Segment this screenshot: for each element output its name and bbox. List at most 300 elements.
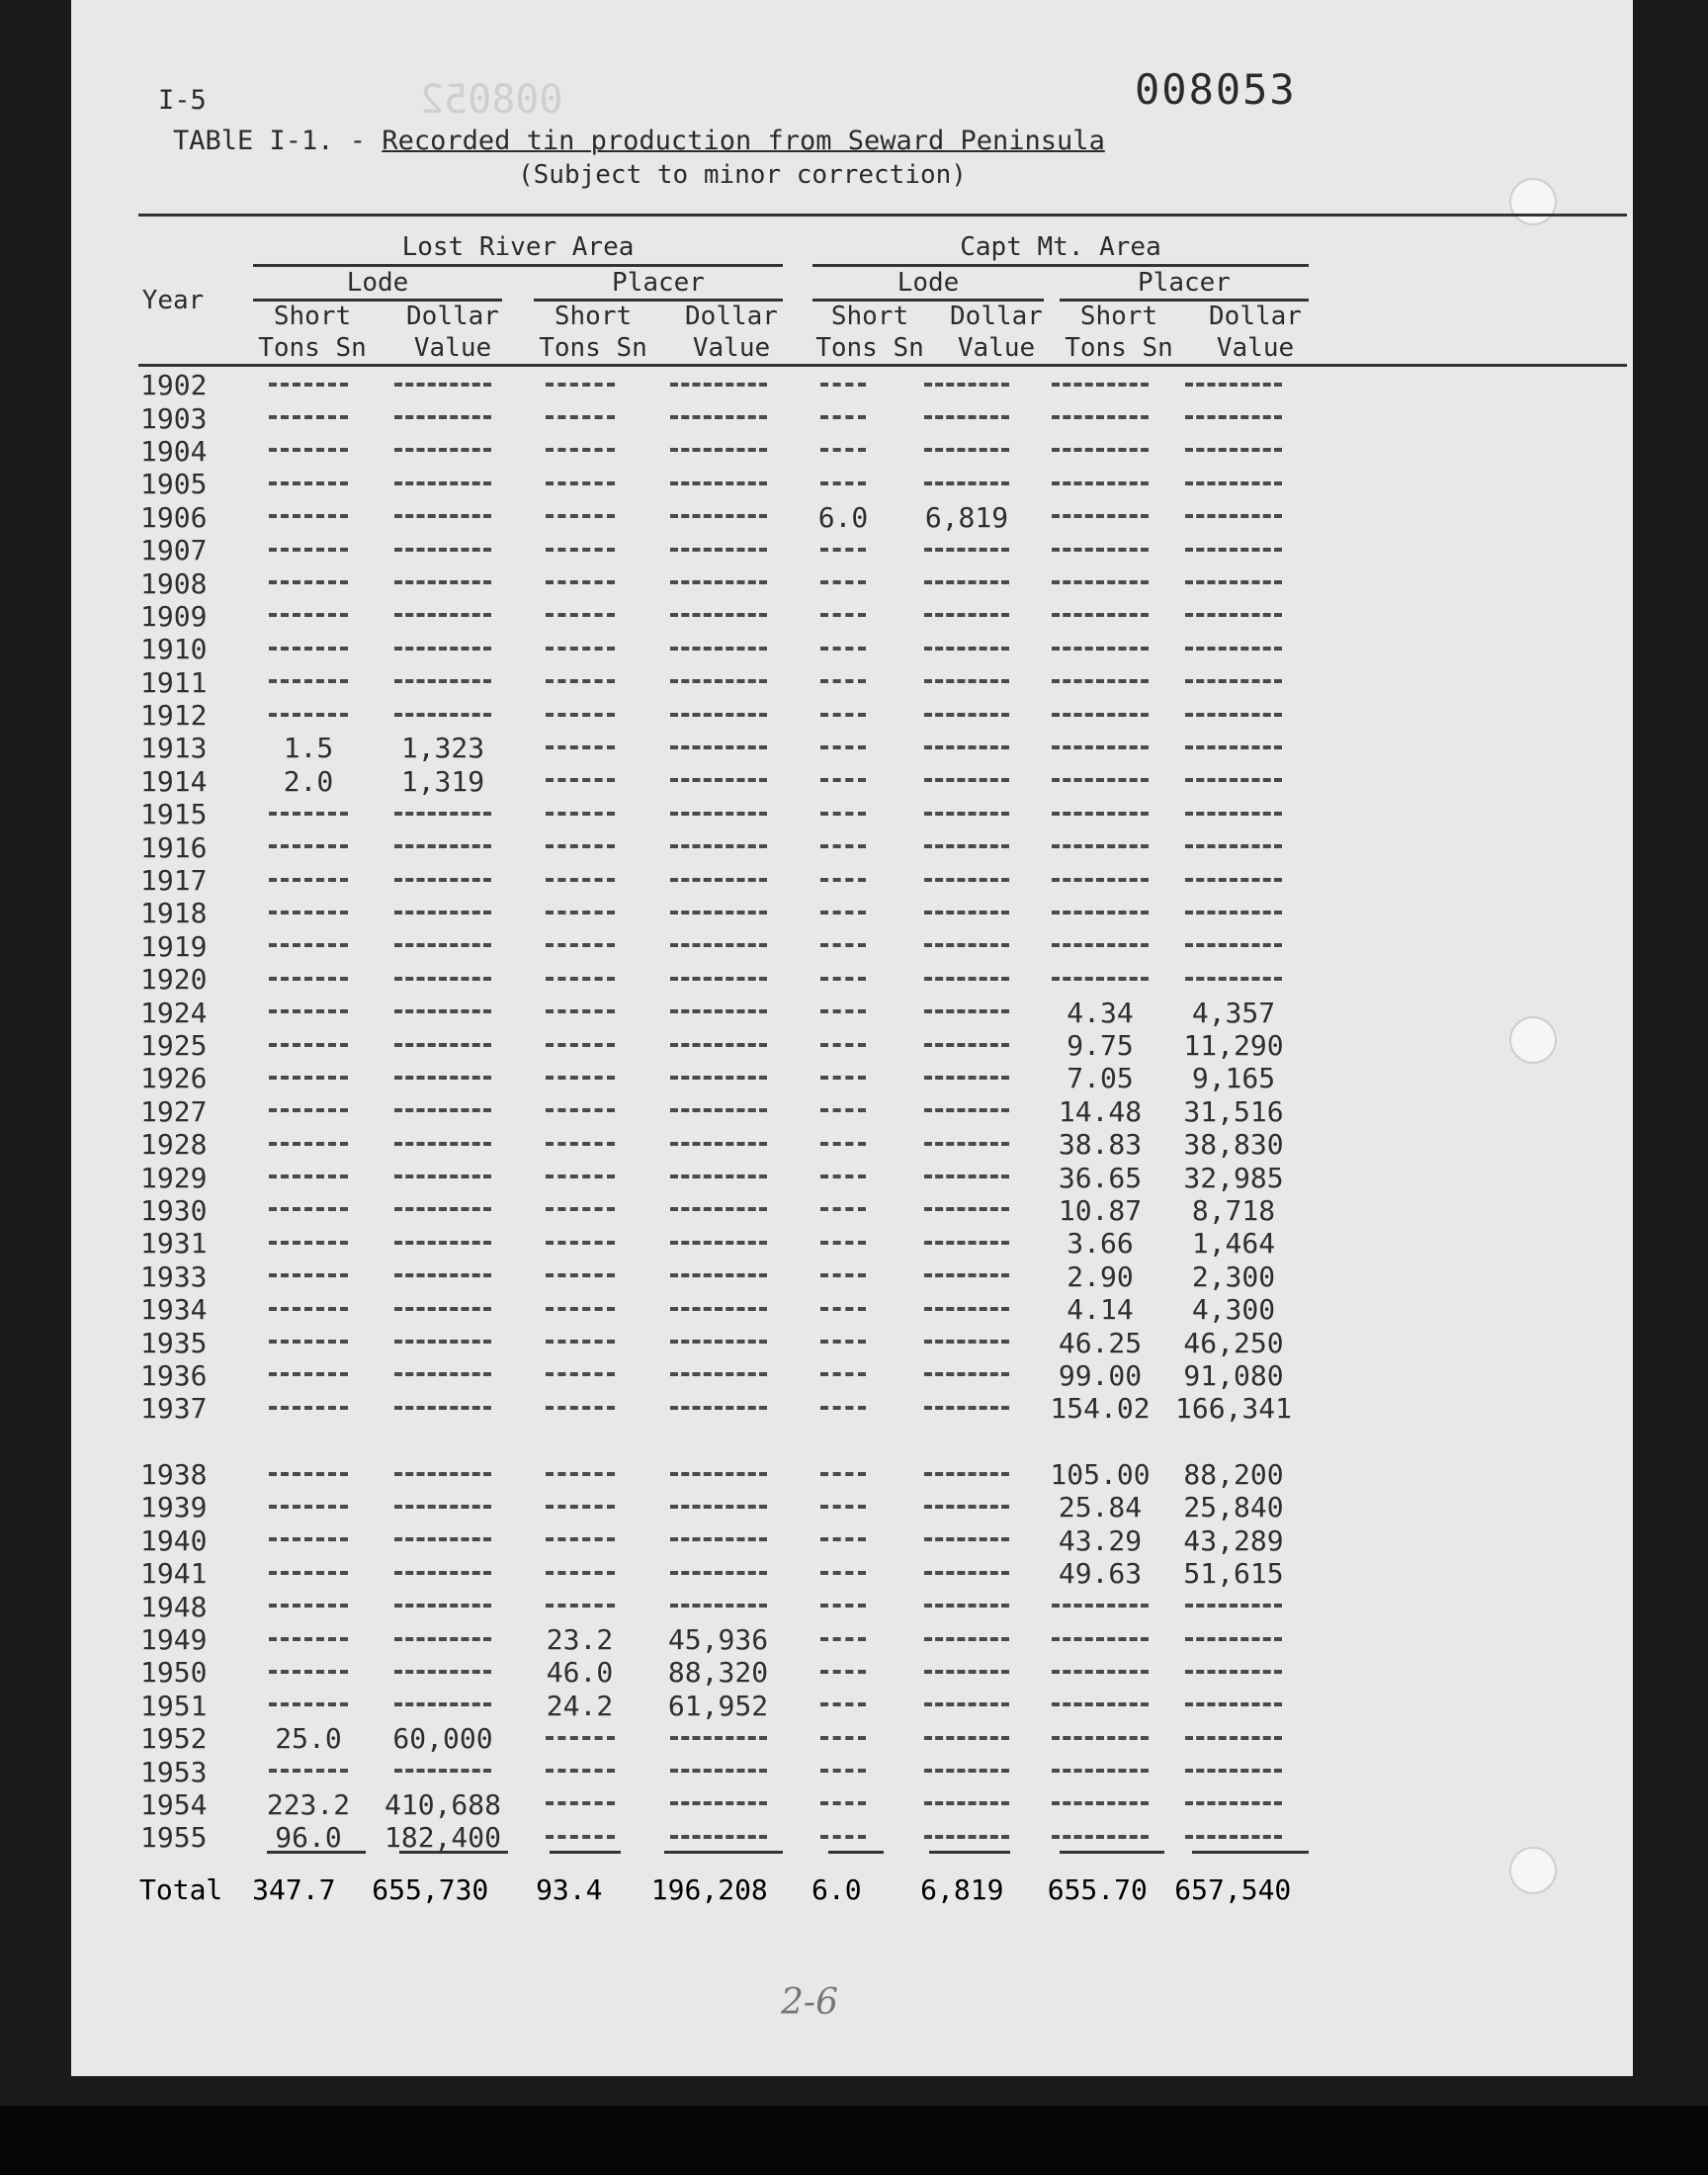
dash-placeholder [1052, 778, 1149, 787]
year-cell: 1934 [140, 1293, 208, 1327]
empty-cell [239, 666, 378, 699]
empty-cell [785, 600, 901, 633]
binder-hole-top [1509, 178, 1557, 225]
empty-cell [785, 369, 901, 401]
value-cell: 43,289 [1183, 1523, 1284, 1557]
empty-cell [508, 468, 651, 500]
empty-cell [1168, 1821, 1299, 1854]
empty-cell [651, 534, 785, 566]
empty-cell [785, 1590, 901, 1622]
value-cell: 2.0 [283, 764, 334, 798]
dash-placeholder [924, 943, 1009, 952]
dash-placeholder [670, 1142, 767, 1151]
empty-cell [651, 666, 785, 699]
dash-placeholder [924, 1472, 1009, 1481]
dash-placeholder [1052, 878, 1149, 887]
dash-placeholder [820, 1604, 866, 1612]
empty-cell [239, 699, 378, 732]
dash-placeholder [394, 1702, 491, 1711]
table-row [138, 435, 1299, 468]
empty-cell [901, 765, 1032, 798]
year-cell: 1935 [140, 1326, 208, 1359]
year-cell: 1931 [140, 1227, 208, 1261]
empty-cell [651, 468, 785, 500]
empty-cell [901, 566, 1032, 599]
value-cell: 166,341 [1174, 1392, 1292, 1426]
empty-cell [378, 1326, 508, 1358]
dash-placeholder [546, 943, 615, 952]
dash-placeholder [394, 1537, 491, 1546]
table-row [138, 1128, 1299, 1161]
empty-cell [239, 1557, 378, 1590]
year-cell: 1914 [140, 764, 208, 798]
table-row [138, 1458, 1299, 1491]
table-row [138, 765, 1299, 798]
value-cell [785, 1426, 901, 1458]
empty-cell [378, 1590, 508, 1622]
empty-cell [378, 401, 508, 434]
value-cell [1032, 1426, 1168, 1458]
empty-cell [378, 600, 508, 633]
value-cell: 24.2 [546, 1689, 614, 1722]
totals-rule-4 [664, 1851, 783, 1854]
empty-cell [378, 633, 508, 665]
value-cell: 46,250 [1183, 1326, 1284, 1359]
dash-placeholder [269, 1307, 348, 1316]
dash-placeholder [1185, 1769, 1282, 1778]
dash-placeholder [546, 647, 615, 655]
page-label: I-5 [158, 85, 207, 116]
dash-placeholder [546, 481, 615, 490]
dash-placeholder [546, 1043, 615, 1052]
empty-cell [901, 864, 1032, 897]
header-lost-river: Lost River Area [401, 232, 635, 262]
empty-cell [901, 468, 1032, 500]
empty-cell [508, 534, 651, 566]
empty-cell [785, 1392, 901, 1425]
value-cell: 38.83 [1058, 1128, 1143, 1162]
dash-placeholder [924, 548, 1009, 557]
dash-placeholder [269, 1604, 348, 1612]
dash-placeholder [1052, 1670, 1149, 1679]
table-row [138, 1656, 1299, 1689]
empty-cell [239, 798, 378, 830]
subheader-short-tons-1 [253, 301, 372, 364]
year-cell: 1917 [140, 864, 208, 898]
value-cell: 25,840 [1183, 1491, 1284, 1524]
dash-placeholder [269, 1769, 348, 1778]
empty-cell [901, 435, 1032, 468]
dash-placeholder [546, 745, 615, 754]
empty-cell [901, 699, 1032, 732]
value-cell: 46.0 [546, 1656, 614, 1690]
dash-placeholder [1185, 844, 1282, 853]
empty-cell [239, 1128, 378, 1161]
subheader-short: Short [273, 302, 352, 331]
value-cell: 25.84 [1058, 1491, 1143, 1524]
dash-placeholder [1052, 580, 1149, 589]
empty-cell [508, 1095, 651, 1128]
empty-cell [378, 1128, 508, 1161]
empty-cell [1032, 501, 1168, 534]
dash-placeholder [670, 1076, 767, 1085]
empty-cell [651, 1491, 785, 1523]
empty-cell [508, 401, 651, 434]
dash-placeholder [670, 1505, 767, 1514]
dash-placeholder [924, 1769, 1009, 1778]
dash-placeholder [670, 1273, 767, 1282]
dash-placeholder [924, 1406, 1009, 1415]
dash-placeholder [670, 1307, 767, 1316]
empty-cell [508, 566, 651, 599]
empty-cell [901, 666, 1032, 699]
year-cell: 1949 [140, 1623, 208, 1657]
dash-placeholder [670, 1340, 767, 1348]
dash-placeholder [546, 812, 615, 821]
empty-cell [651, 1128, 785, 1161]
dash-placeholder [1052, 1702, 1149, 1711]
empty-cell [785, 765, 901, 798]
value-cell: 9.75 [1067, 1029, 1134, 1062]
dash-placeholder [670, 448, 767, 457]
dash-placeholder [269, 1340, 348, 1348]
dash-placeholder [820, 1670, 866, 1679]
empty-cell [378, 699, 508, 732]
header-lode-capt: Lode [897, 268, 960, 298]
value-cell: 6,819 [924, 500, 1009, 534]
empty-cell [651, 897, 785, 929]
totals-rule-5 [828, 1851, 884, 1854]
value-cell: 93.4 [536, 1872, 603, 1906]
dash-placeholder [820, 1769, 866, 1778]
value-cell: 223.2 [266, 1787, 351, 1821]
empty-cell [378, 1261, 508, 1293]
value-cell: 91,080 [1183, 1358, 1284, 1392]
dash-placeholder [670, 1736, 767, 1745]
dash-placeholder [924, 1009, 1009, 1018]
dash-placeholder [546, 1835, 615, 1844]
dash-placeholder [924, 1835, 1009, 1844]
empty-cell [785, 1458, 901, 1491]
empty-cell [508, 1821, 651, 1854]
dash-placeholder [269, 1076, 348, 1085]
dash-placeholder [924, 1307, 1009, 1316]
dash-placeholder [1052, 1637, 1149, 1646]
empty-cell [901, 830, 1032, 863]
empty-cell [378, 1161, 508, 1193]
dash-placeholder [924, 1207, 1009, 1216]
empty-cell [239, 996, 378, 1028]
dash-placeholder [1185, 514, 1282, 523]
dash-placeholder [1185, 448, 1282, 457]
value-cell: 31,516 [1183, 1094, 1284, 1128]
dash-placeholder [394, 1009, 491, 1018]
dash-placeholder [1052, 1736, 1149, 1745]
value-cell: 88,200 [1183, 1458, 1284, 1492]
value-cell: 49.63 [1058, 1557, 1143, 1591]
empty-cell [785, 1128, 901, 1161]
table-title-main: Recorded tin production from Seward Peninsula [382, 126, 1105, 156]
empty-cell [1032, 930, 1168, 963]
empty-cell [651, 1161, 785, 1193]
empty-cell [1168, 963, 1299, 996]
empty-cell [508, 1261, 651, 1293]
empty-cell [239, 468, 378, 500]
empty-cell [508, 1458, 651, 1491]
value-cell: 2,300 [1191, 1260, 1276, 1293]
dash-placeholder [820, 679, 866, 688]
empty-cell [1168, 633, 1299, 665]
table-row [138, 1062, 1299, 1094]
dash-placeholder [269, 1637, 348, 1646]
empty-cell [785, 1293, 901, 1326]
empty-cell [1168, 798, 1299, 830]
year-cell: 1915 [140, 798, 208, 831]
dash-placeholder [924, 1076, 1009, 1085]
dash-placeholder [670, 713, 767, 722]
value-cell: 32,985 [1183, 1161, 1284, 1194]
empty-cell [508, 369, 651, 401]
dash-placeholder [1185, 977, 1282, 986]
value-cell: 23.2 [546, 1623, 614, 1657]
dash-placeholder [924, 1174, 1009, 1183]
empty-cell [378, 666, 508, 699]
year-cell: 1936 [140, 1358, 208, 1392]
dash-placeholder [820, 778, 866, 787]
empty-cell [785, 1557, 901, 1590]
empty-cell [901, 930, 1032, 963]
empty-cell [378, 1623, 508, 1656]
empty-cell [785, 1029, 901, 1062]
empty-cell [901, 1227, 1032, 1260]
table-subtitle: (Subject to minor correction) [518, 160, 967, 190]
empty-cell [239, 1524, 378, 1557]
dash-placeholder [269, 647, 348, 655]
dash-placeholder [820, 1372, 866, 1381]
bleed-through-number: 008052 [420, 77, 563, 123]
empty-cell [239, 534, 378, 566]
dash-placeholder [394, 1273, 491, 1282]
empty-cell [1168, 401, 1299, 434]
empty-cell [1168, 732, 1299, 764]
empty-cell [1032, 1656, 1168, 1689]
value-cell: 1,323 [400, 732, 485, 765]
empty-cell [378, 1227, 508, 1260]
dash-placeholder [820, 1108, 866, 1117]
empty-cell [239, 1491, 378, 1523]
dash-placeholder [546, 1340, 615, 1348]
empty-cell [239, 930, 378, 963]
subheader-value: Value [692, 333, 771, 363]
value-cell: 45,936 [667, 1623, 769, 1657]
empty-cell [651, 1261, 785, 1293]
dash-placeholder [1185, 383, 1282, 392]
empty-cell [1168, 501, 1299, 534]
year-cell: 1926 [140, 1062, 208, 1095]
empty-cell [901, 1293, 1032, 1326]
dash-placeholder [924, 1801, 1009, 1810]
empty-cell [651, 798, 785, 830]
subheader-dollar: Dollar [1209, 302, 1302, 331]
value-cell: 347.7 [252, 1872, 336, 1906]
dash-placeholder [546, 548, 615, 557]
value-cell: 1.5 [283, 732, 334, 765]
dash-placeholder [1185, 679, 1282, 688]
dash-placeholder [1052, 383, 1149, 392]
empty-cell [239, 1690, 378, 1722]
subheader-short: Short [554, 302, 633, 331]
value-cell: 38,830 [1183, 1128, 1284, 1162]
dash-placeholder [670, 943, 767, 952]
dash-placeholder [1052, 1604, 1149, 1612]
empty-cell [901, 732, 1032, 764]
empty-cell [508, 1359, 651, 1392]
dash-placeholder [820, 1835, 866, 1844]
dash-placeholder [924, 415, 1009, 424]
empty-cell [901, 1690, 1032, 1722]
empty-cell [785, 633, 901, 665]
dash-placeholder [269, 1273, 348, 1282]
empty-cell [901, 1788, 1032, 1821]
year-cell: 1924 [140, 996, 208, 1029]
empty-cell [785, 534, 901, 566]
empty-cell [901, 1524, 1032, 1557]
dash-placeholder [924, 977, 1009, 986]
dash-placeholder [1052, 448, 1149, 457]
dash-placeholder [924, 613, 1009, 622]
empty-cell [239, 1326, 378, 1358]
dash-placeholder [820, 481, 866, 490]
dash-placeholder [269, 448, 348, 457]
dash-placeholder [394, 514, 491, 523]
header-bottom-rule [138, 364, 1627, 367]
empty-cell [901, 534, 1032, 566]
dash-placeholder [394, 1604, 491, 1612]
dash-placeholder [394, 647, 491, 655]
subheader-dollar-value-1 [393, 301, 512, 364]
totals-rule-3 [550, 1851, 621, 1854]
value-cell: 61,952 [667, 1689, 769, 1722]
empty-cell [785, 996, 901, 1028]
dash-placeholder [820, 844, 866, 853]
empty-cell [508, 699, 651, 732]
empty-cell [239, 1623, 378, 1656]
table-row [138, 666, 1299, 699]
year-cell: 1927 [140, 1094, 208, 1128]
value-cell: 182,400 [384, 1821, 501, 1855]
value-cell: 154.02 [1050, 1392, 1151, 1426]
empty-cell [508, 1161, 651, 1193]
empty-cell [901, 798, 1032, 830]
dash-placeholder [924, 383, 1009, 392]
dash-placeholder [269, 415, 348, 424]
dash-placeholder [924, 1505, 1009, 1514]
empty-cell [651, 401, 785, 434]
dash-placeholder [1185, 1835, 1282, 1844]
empty-cell [651, 1557, 785, 1590]
dash-placeholder [670, 1174, 767, 1183]
empty-cell [1168, 435, 1299, 468]
empty-cell [508, 1227, 651, 1260]
empty-cell [1168, 765, 1299, 798]
empty-cell [508, 963, 651, 996]
empty-cell [508, 1194, 651, 1227]
dash-placeholder [1185, 1801, 1282, 1810]
totals-rule-2 [399, 1851, 508, 1854]
empty-cell [1168, 930, 1299, 963]
dash-placeholder [670, 878, 767, 887]
dash-placeholder [546, 911, 615, 919]
empty-cell [378, 1458, 508, 1491]
dash-placeholder [546, 415, 615, 424]
empty-cell [901, 1128, 1032, 1161]
dash-placeholder [924, 911, 1009, 919]
dash-placeholder [924, 1670, 1009, 1679]
dash-placeholder [670, 1472, 767, 1481]
table-row [138, 830, 1299, 863]
empty-cell [508, 1062, 651, 1094]
dash-placeholder [670, 1372, 767, 1381]
dash-placeholder [820, 1406, 866, 1415]
table-row [138, 732, 1299, 764]
empty-cell [239, 600, 378, 633]
empty-cell [901, 1029, 1032, 1062]
value-cell: 88,320 [667, 1656, 769, 1690]
dash-placeholder [394, 1207, 491, 1216]
value-cell: 43.29 [1058, 1523, 1143, 1557]
table-row [138, 1557, 1299, 1590]
table-row [138, 1326, 1299, 1358]
table-row [138, 1755, 1299, 1787]
empty-cell [785, 1095, 901, 1128]
empty-cell [378, 1029, 508, 1062]
empty-cell [239, 1755, 378, 1787]
empty-cell [651, 1326, 785, 1358]
dash-placeholder [394, 1076, 491, 1085]
empty-cell [378, 864, 508, 897]
subheader-short-tons-4 [1060, 301, 1178, 364]
year-cell: 1954 [140, 1787, 208, 1821]
value-cell: 51,615 [1183, 1557, 1284, 1591]
empty-cell [239, 1029, 378, 1062]
empty-cell [1032, 765, 1168, 798]
empty-cell [901, 1557, 1032, 1590]
value-cell [651, 1426, 785, 1458]
value-cell: 11,290 [1183, 1029, 1284, 1062]
dash-placeholder [924, 745, 1009, 754]
dash-placeholder [820, 383, 866, 392]
dash-placeholder [269, 1406, 348, 1415]
empty-cell [378, 798, 508, 830]
dash-placeholder [1185, 1670, 1282, 1679]
dash-placeholder [546, 514, 615, 523]
empty-cell [508, 765, 651, 798]
dash-placeholder [546, 1142, 615, 1151]
dash-placeholder [924, 1142, 1009, 1151]
empty-cell [1168, 1690, 1299, 1722]
empty-cell [1168, 566, 1299, 599]
empty-cell [785, 1194, 901, 1227]
subheader-dollar: Dollar [685, 302, 778, 331]
dash-placeholder [546, 383, 615, 392]
dash-placeholder [1052, 977, 1149, 986]
dash-placeholder [1185, 481, 1282, 490]
value-cell: 4,300 [1191, 1293, 1276, 1327]
empty-cell [1168, 666, 1299, 699]
empty-cell [785, 401, 901, 434]
empty-cell [1032, 897, 1168, 929]
value-cell: 6.0 [811, 1872, 862, 1906]
